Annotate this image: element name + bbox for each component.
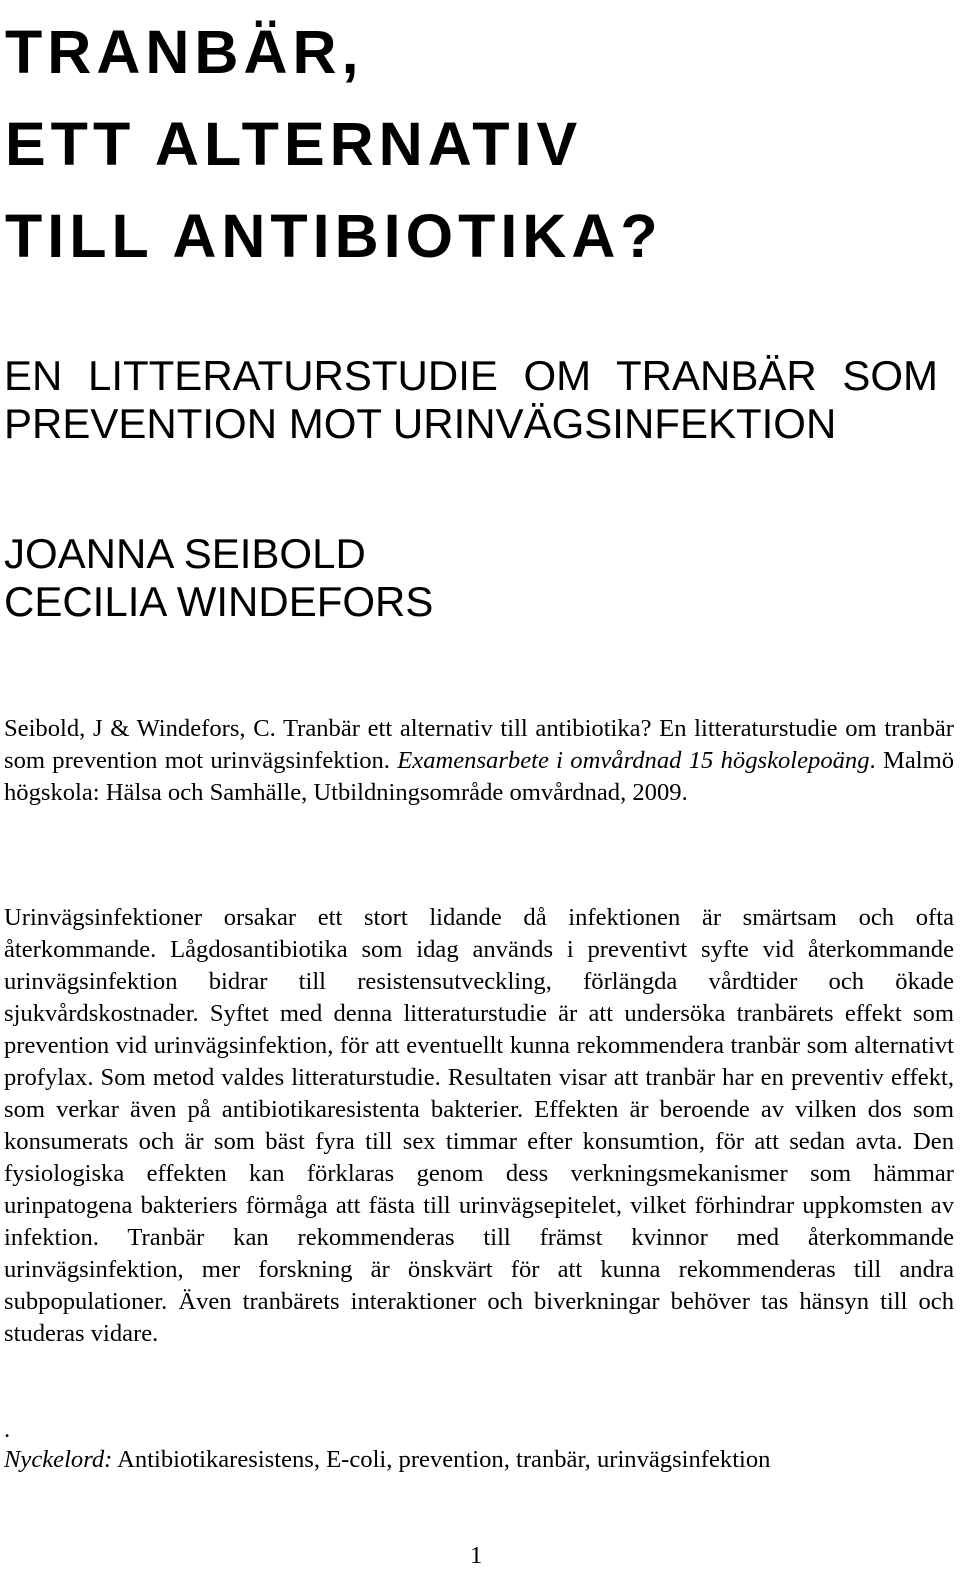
citation-paragraph (4, 713, 954, 809)
document-title (5, 6, 663, 282)
keywords-label: Nyckelord: (4, 1446, 113, 1473)
author-name: JOANNA SEIBOLD (4, 530, 366, 577)
citation-text-end: . Malmö högskola: Hälsa och Samhälle, Utbildningsområde omvårdnad, 2009. (4, 747, 955, 806)
title-line: TILL ANTIBIOTIKA? (5, 202, 663, 270)
keywords-text: Antibiotikaresistens, E-coli, prevention, tranbär, urinvägsinfektion (112, 1446, 771, 1473)
authors (4, 530, 433, 626)
title-line: TRANBÄR, (5, 18, 364, 86)
citation-italic: Examensarbete i omvårdnad 15 högskolepoäng (397, 747, 870, 774)
document-subtitle (4, 352, 938, 448)
subtitle-line: PREVENTION MOT URINVÄGSINFEKTION (4, 400, 837, 447)
abstract-paragraph: Urinvägsinfektioner orsakar ett stort lidande då infektionen är smärtsam och ofta återkommande. Lågdosantibiotika som idag används i preventivt syfte vid återkommande urinvägsinfektion bidrar till resistensutveckling, förlängda vårdtider och ökade sjukvårdskostnader. Syftet med denna litteraturstudie är att undersöka tranbärets effekt som prevention vid urinvägsinfektion, för att eventuellt kunna rekommendera tranbär som alternativt profylax. Som metod valdes litteraturstudie. Resultaten visar att tranbär har en preventiv effekt, som verkar även på antibiotikaresistenta bakterier. Effekten är beroende av vilken dos som konsumerats och är som bäst fyra till sex timmar efter konsumtion, för att sedan avta. Den fysiologiska effekten kan förklaras genom dess verkningsmekanismer som hämmar urinpatogena bakteriers förmåga att fästa till urinvägsepitelet, vilket förhindrar uppkomsten av infektion. Tranbär kan rekommenderas till främst kvinnor med återkommande urinvägsinfektion, mer forskning är önskvärt för att kunna rekommenderas till andra subpopulationer. Även tranbärets interaktioner och biverkningar behöver tas hänsyn till och studeras vidare. (4, 904, 954, 1347)
subtitle-line: EN LITTERATURSTUDIE OM TRANBÄR SOM (4, 352, 938, 399)
citation-text: Seibold, J & Windefors, C. Tranbär ett alternativ till antibiotika? En litteraturstudie om tranbär som prevention mot urinvägsinfektion. (4, 715, 954, 774)
separator-dot: . (4, 1416, 11, 1443)
keywords-line (4, 1444, 770, 1476)
page-number: 1 (470, 1542, 483, 1569)
author-name: CECILIA WINDEFORS (4, 578, 434, 625)
title-line: ETT ALTERNATIV (5, 110, 583, 178)
